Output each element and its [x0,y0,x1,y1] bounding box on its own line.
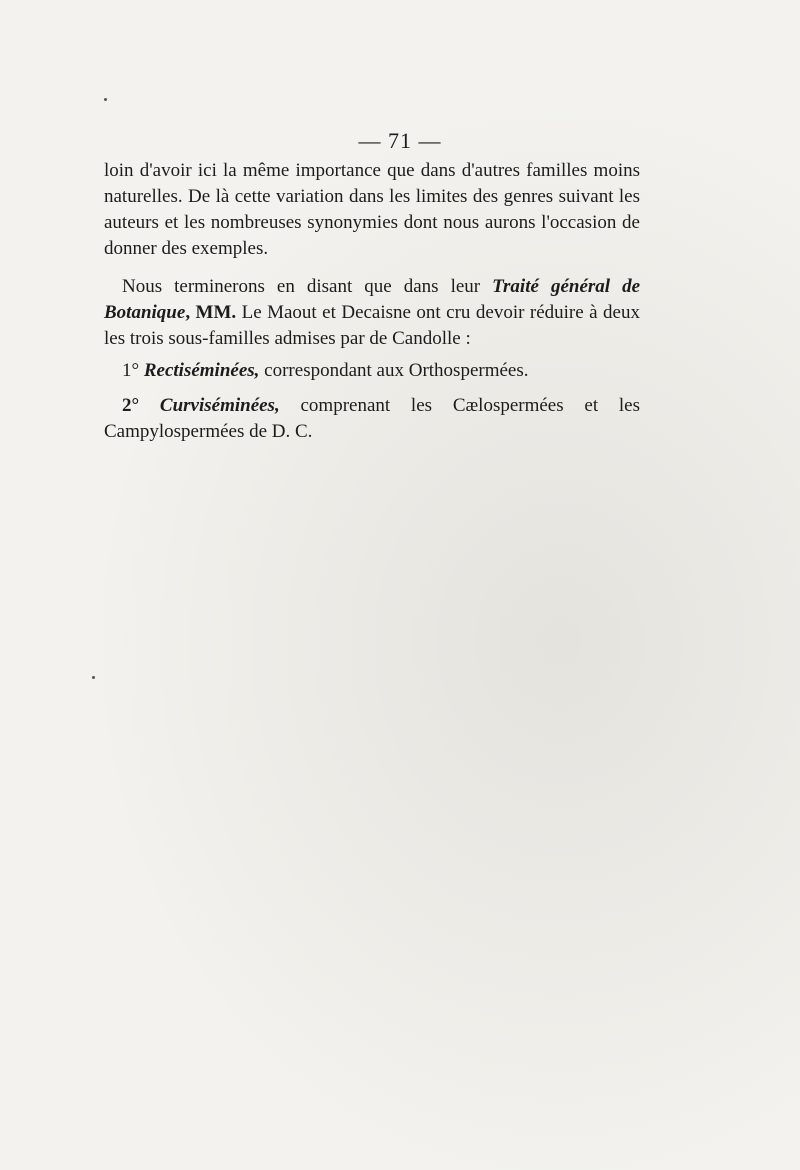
paragraph-traite [104,274,640,352]
list-item-rectiseminees [104,358,640,384]
list-item-term: Rectiséminées, [143,360,260,381]
paragraph-intro: loin d'avoir ici la même importance que dans d'autres familles moins naturelles. De là cette variation dans les limites des genres suivant les auteurs et les nombreuses synonymies dont nous aurons l'occasion de donner des exemples. [104,160,640,259]
list-item-number: 1° [122,360,140,381]
page-number: — 71 — [358,128,442,153]
paragraph-traite-mm: , MM. [185,302,237,323]
list-item-text: correspondant aux Orthospermées. [259,360,529,381]
list-item-text: comprenant les Cælospermées et les Campylospermées de D. C. [104,395,640,442]
paragraph-traite-rest: Le Maout et Decaisne ont cru devoir réduire à deux les trois sous-familles admises par de Candolle : [104,302,640,349]
paper-speck [92,676,95,679]
list-item-number: 2° [122,395,140,416]
list-item-curviseminees [104,393,640,445]
book-title: Traité général de Botanique [104,276,641,323]
paragraph-traite-lead: Nous terminerons en disant que dans leur [122,276,493,297]
paper-speck [104,98,107,101]
list-item-term: Curviséminées, [159,395,280,416]
